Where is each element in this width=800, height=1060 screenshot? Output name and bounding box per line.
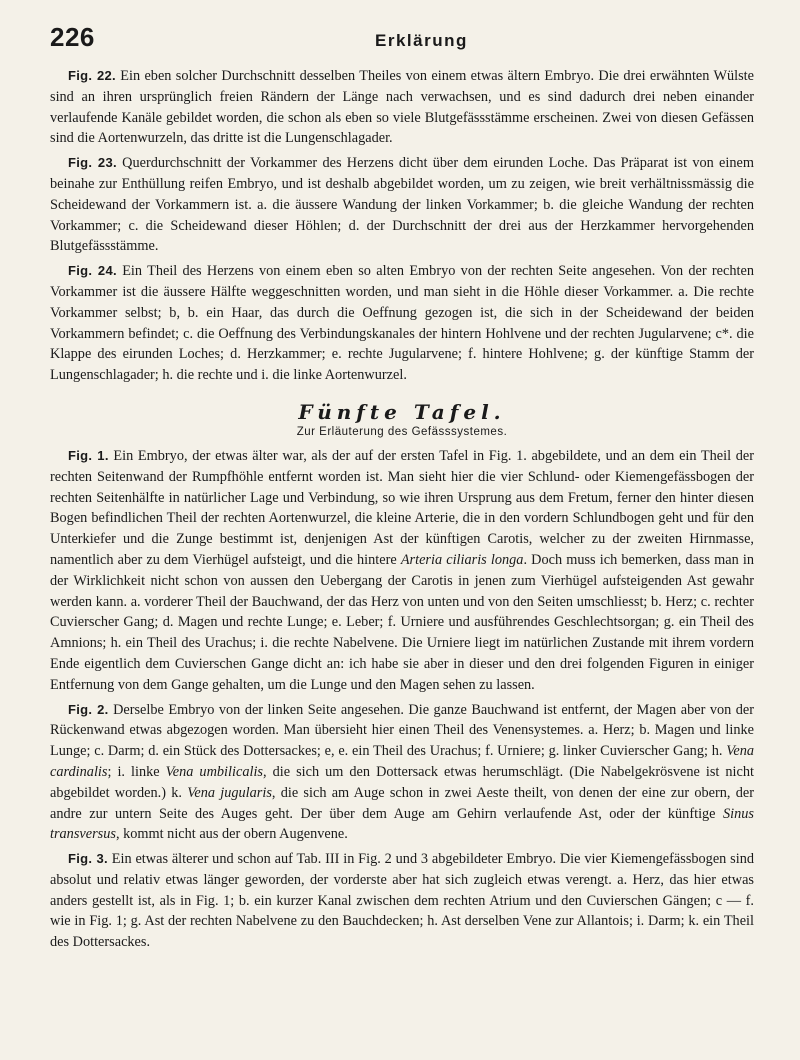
figure-description: Derselbe Embryo von der linken Seite angesehen. Die ganze Bauchwand ist entfernt, der Magen aber von der Rückenwand etwas abgezogen worden. Man übersieht hier einen Theil des Venensystemes. a. Herz; b. Magen und linke Lunge; c. Darm; d. ein Stück des Dottersackes; e, e. ein Theil des Urachus; f. Urniere; g. linker Cuvierscher Gang; h. [50,701,755,760]
figure-description: , die sich am Auge schon in zwei Aeste theilt, von denen der eine zur obern, der andre zur untern Seite des Auges geht. Der über dem Auge am Gehirn verlaufende Ast, oder der künftige [50,784,754,822]
figure-entry-1 [50,446,754,696]
figure-description: ; i. linke [107,763,166,780]
page-number: 226 [50,22,95,52]
figure-description: Ein Embryo, der etwas älter war, als der auf der ersten Tafel in Fig. 1. abgebildete, und an dem ein Theil der rechten Seitenwand der Rumpfhöhle entfernt worden ist. Man sieht hier die vier Schlund- oder Kiemengefässbogen der rechten Seitenhälfte in natürlicher Lage und Verbindung, so wie ihren Ursprung aus dem Fretum, ferner den hinter diesen Bogen befindlichen Theil der rechten Aortenwurzel, die kleine Arterie, die in den vordern Schlundbogen geht und für den Unterkiefer und die Zunge bestimmt ist, denjenigen Ast der künftigen Carotis, welcher zu der zweiten Hirnmasse, namentlich aber zu dem Vierhügel aufsteigt, und die hintere [50,447,755,568]
running-head [50,22,754,66]
figure-label: Fig. 1. [68,447,109,463]
latin-term: Arteria ciliaris longa [400,551,524,568]
figure-entry-3 [50,849,754,953]
figure-entry-2 [50,700,754,846]
latin-term: Vena umbilicalis [165,763,263,780]
figure-label: Fig. 22. [68,68,116,83]
latin-term: Sinus transversus [50,805,754,843]
figure-entry-24 [50,261,754,386]
latin-term: Vena cardinalis [50,743,754,780]
figure-label: Fig. 2. [68,701,109,717]
figure-description: , kommt nicht aus der obern Augenvene. [115,826,348,843]
figure-description: . Doch muss ich bemerken, dass man in der Wirklichkeit nicht schon von aussen den Uebergang der Carotis in jenen zum Vierhügel aufsteigenden Ast gewahr werden kann. a. vorderer Theil der Bauchwand, der das Herz von unten und von den Seiten umschliesst; b. Herz; c. rechter Cuvierscher Gang; d. Magen und rechte Lunge; e. Leber; f. Urniere und ausführendes Geschlechtsorgan; g. ein Theil des Amnions; h. ein Theil des Urachus; i. die rechte Nabelvene. Die Urniere liegt im natürlichen Zustande mit ihrem vordern Ende eigentlich dem Cuvierschen Gange dicht an: ich habe sie aber in dieser und den drei folgenden Figuren in einiger Entfernung von dem Gange gehalten, um die Lunge und den Magen sehen zu lassen. [50,551,755,693]
latin-term: Vena jugularis [187,784,272,801]
figure-entry-22 [50,66,754,149]
figure-description: Querdurchschnitt der Vorkammer des Herzens dicht über dem eirunden Loche. Das Präparat ist von einem beinahe zur Enthüllung reifen Embryo, und ist deshalb abgebildet worden, um zu zeigen, wie breit verhältnissmässig die Scheidewand der Vorkammern ist. a. die äussere Wandung der linken Vorkammer; b. die gleiche Wandung der rechten Vorkammer; c. die Scheidewand dieser Höhlen; d. der Durchschnitt der drei aus der Herzkammer hervorgehenden Blutgefässstämme. [50,155,754,255]
figure-label: Fig. 23. [68,155,117,171]
section-subtitle: Zur Erläuterung des Gefässsystemes. [296,425,508,438]
figure-description: , die sich um den Dottersack etwas herumschlägt. (Die Nabelgekrösvene ist nicht abgebildet worden.) k. [50,763,754,801]
figure-label: Fig. 24. [68,263,117,279]
figure-entry-23 [50,153,754,257]
figure-description: Ein Theil des Herzens von einem eben so alten Embryo von der rechten Seite angesehen. Von der rechten Vorkammer ist die äussere Hälfte weggeschnitten worden, und man sieht in die Höhle dieser Vorkammer. a. Die rechte Vorkammer selbst; b, b. ein Haar, das durch die Oeffnung gezogen ist, die sich in der Scheidewand der beiden Vorkammern befindet; c. die Oeffnung des Verbindungskanales der hintern Hohlvene und der rechten Jugularvene; c*. die Klappe des eirunden Loches; d. Herzkammer; e. rechte Jugularvene; f. hintere Hohlvene; g. der künftige Stamm der Lungenschlagader; h. die rechte und i. die linke Aortenwurzel. [50,263,754,384]
figure-description: Ein etwas älterer und schon auf Tab. III in Fig. 2 und 3 abgebildeter Embryo. Die vier Kiemengefässbogen sind absolut und relativ etwas länger geworden, der vorderste aber hat sich zugleich etwas verengt. a. Herz, das hier etwas anders gestellt ist, als in Fig. 1; b. ein kurzer Kanal zwischen dem rechten Atrium und den Cuvierschen Gängen; c — f. wie in Fig. 1; g. Ast der rechten Nabelvene zu den Bauchdecken; h. Ast derselben Vene zur Allantois; i. Darm; k. ein Theil des Dottersackes. [50,851,754,951]
running-title: Erklärung [375,31,468,50]
section-title: Fünfte Tafel. [298,399,506,424]
figure-description: Ein eben solcher Durchschnitt desselben Theiles von einem etwas ältern Embryo. Die drei erwähnten Wülste sind an ihren ursprünglich freien Rändern der Länge nach verwachsen, und es sind dadurch drei neben einander verlaufende Kanäle gebildet worden, die schon als eben so viele Blutgefässstämme erscheinen. Zwei von diesen Gefässen sind die Aortenwurzeln, das dritte ist die Lungenschlagader. [50,68,754,147]
figure-label: Fig. 3. [68,851,108,867]
